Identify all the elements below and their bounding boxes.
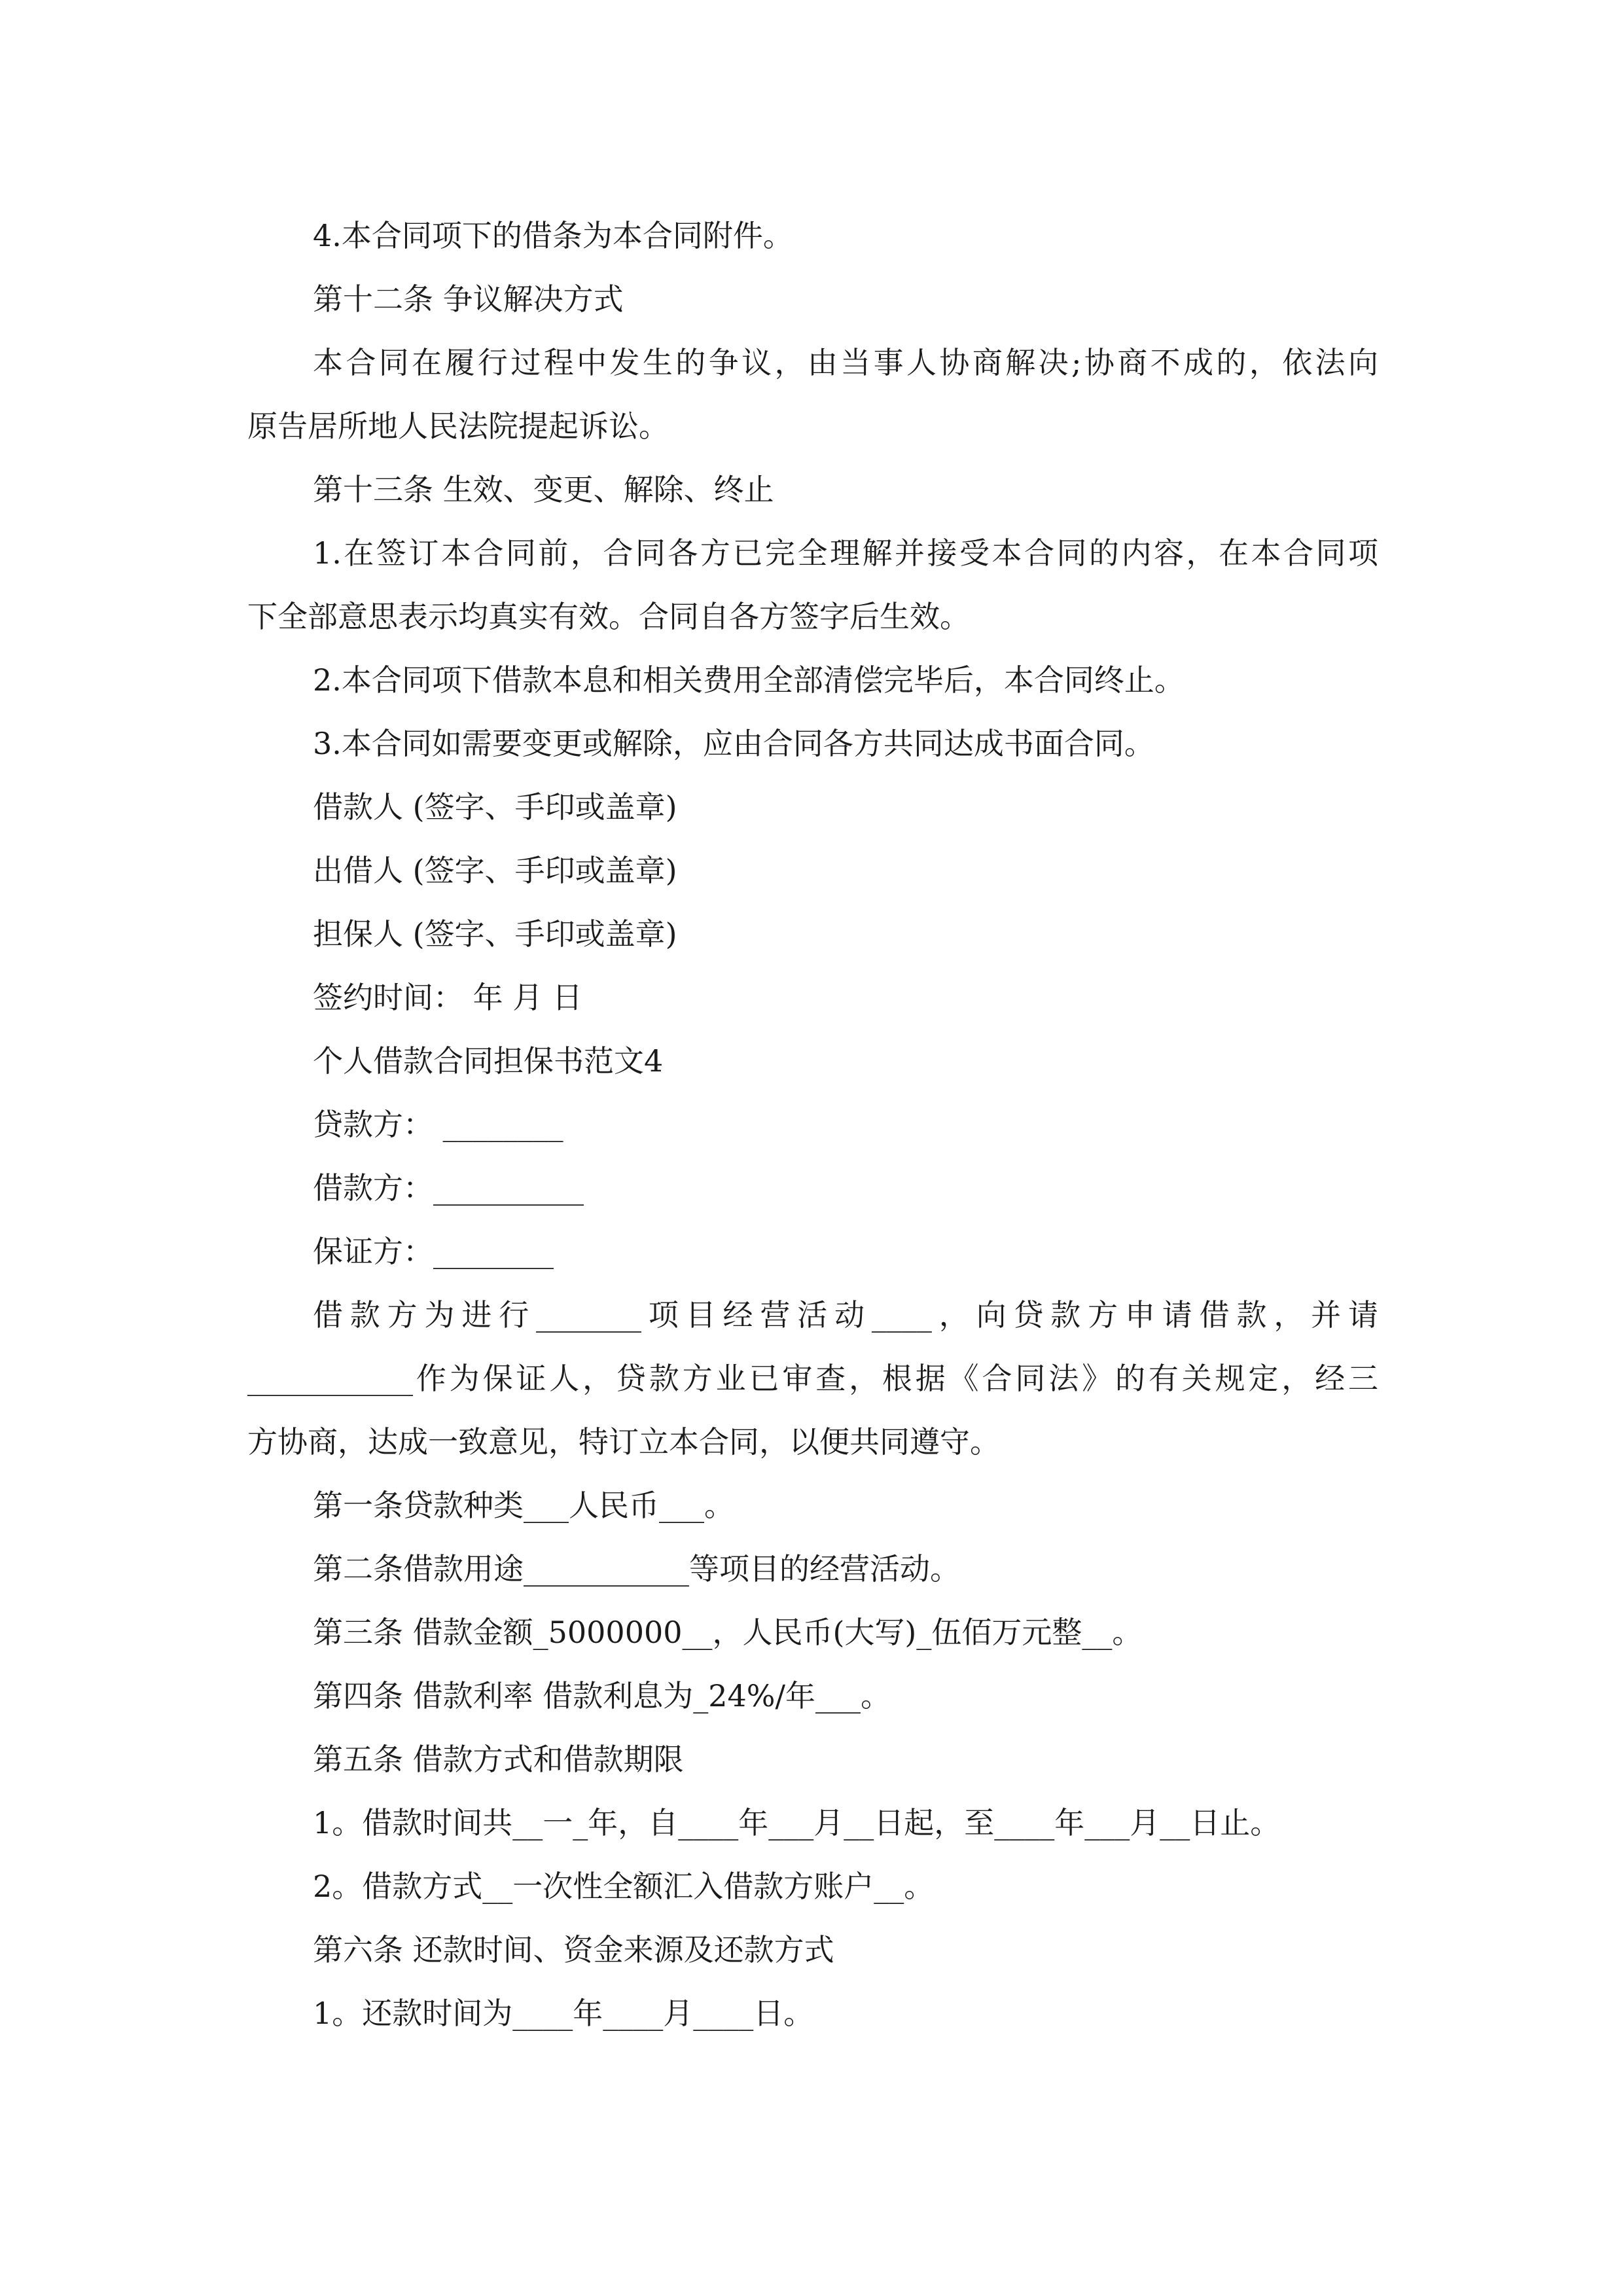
signing-date-line: 签约时间： 年 月 日	[313, 980, 582, 1015]
sample-4-title: 个人借款合同担保书范文4	[313, 1043, 664, 1079]
article-13-item-1-line-2: 下全部意思表示均真实有效。合同自各方签字后生效。	[247, 599, 970, 634]
lender-party-line: 贷款方： ________	[313, 1107, 563, 1142]
article-13-item-3: 3.本合同如需要变更或解除，应由合同各方共同达成书面合同。	[313, 726, 1154, 761]
article-13-heading: 第十三条 生效、变更、解除、终止	[313, 472, 774, 507]
article-6-heading: 第六条 还款时间、资金来源及还款方式	[313, 1932, 834, 1967]
article-13-item-2: 2.本合同项下借款本息和相关费用全部清偿完毕后，本合同终止。	[313, 662, 1185, 698]
lender-signature-line: 出借人 (签字、手印或盖章)	[313, 853, 677, 888]
guarantor-signature-line: 担保人 (签字、手印或盖章)	[313, 916, 677, 952]
article-5-item-1: 1。借款时间共__一_年，自____年___月__日起，至____年___月__日止。	[313, 1805, 1281, 1840]
preamble-line-2: ___________作为保证人，贷款方业已审查，根据《合同法》的有关规定，经三	[247, 1361, 1378, 1396]
article-12-paragraph-line-2: 原告居所地人民法院提起诉讼。	[247, 408, 669, 444]
guarantor-party-line: 保证方：________	[313, 1234, 554, 1269]
article-12-paragraph-line-1: 本合同在履行过程中发生的争议，由当事人协商解决;协商不成的，依法向	[313, 345, 1378, 380]
article-5-item-2: 2。借款方式__一次性全额汇入借款方账户__。	[313, 1869, 935, 1904]
document-body	[247, 204, 1378, 2045]
borrower-signature-line: 借款人 (签字、手印或盖章)	[313, 789, 677, 825]
article-3-loan-amount: 第三条 借款金额_5000000__，人民币(大写)_伍佰万元整__。	[313, 1615, 1143, 1650]
article-12-heading: 第十二条 争议解决方式	[313, 281, 624, 317]
article-6-item-1: 1。还款时间为____年____月____日。	[313, 1996, 814, 2031]
clause-attachment-note: 4.本合同项下的借条为本合同附件。	[313, 218, 793, 253]
borrower-party-line: 借款方：__________	[313, 1170, 584, 1206]
article-5-heading: 第五条 借款方式和借款期限	[313, 1742, 684, 1777]
article-1-loan-type: 第一条贷款种类___人民币___。	[313, 1488, 734, 1523]
article-2-loan-purpose: 第二条借款用途___________等项目的经营活动。	[313, 1551, 960, 1587]
article-13-item-1-line-1: 1.在签订本合同前，合同各方已完全理解并接受本合同的内容，在本合同项	[313, 535, 1378, 571]
preamble-line-1: 借款方为进行_______项目经营活动____，向贷款方申请借款，并请	[313, 1297, 1378, 1333]
preamble-line-3: 方协商，达成一致意见，特订立本合同，以便共同遵守。	[247, 1424, 1000, 1460]
article-4-interest-rate: 第四条 借款利率 借款利息为_24%/年___。	[313, 1678, 891, 1713]
